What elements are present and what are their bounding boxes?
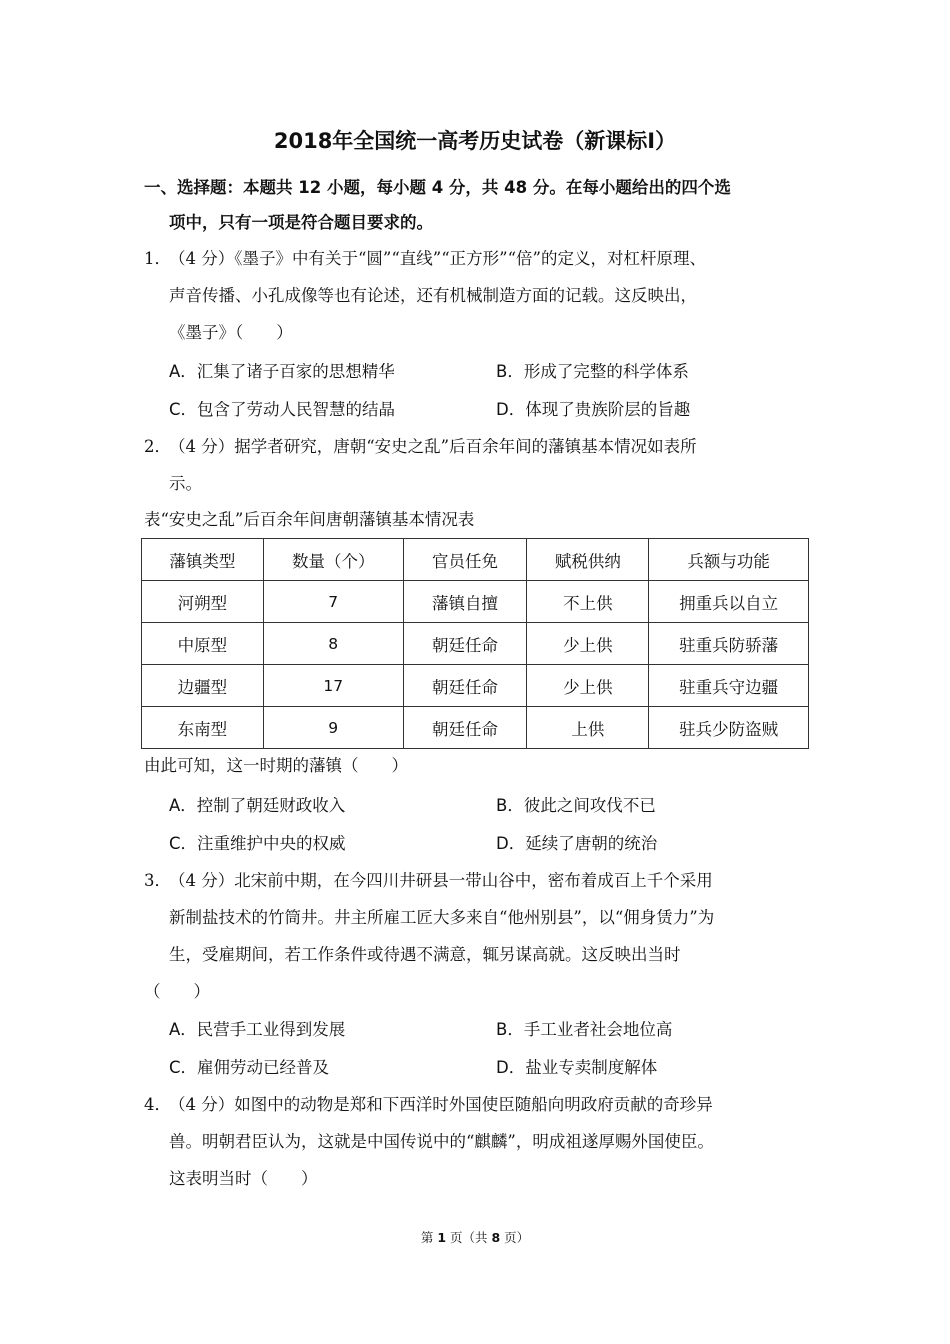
- option-d: D．盐业专卖制度解体: [496, 1058, 658, 1077]
- option-b: B．形成了完整的科学体系: [496, 362, 689, 381]
- question-text-line: 示。: [169, 474, 202, 493]
- table-cell: 中原型: [142, 623, 264, 665]
- question-text-line: 新制盐技术的竹筒井。井主所雇工匠大多来自“他州别县”，以“佣身赁力”为: [169, 908, 715, 927]
- question-text-line: 《墨子》（ ）: [169, 323, 293, 342]
- table-caption: 表“安史之乱”后百余年间唐朝藩镇基本情况表: [144, 510, 475, 529]
- question-text-line: 生，受雇期间，若工作条件或待遇不满意，辄另谋高就。这反映出当时: [169, 945, 681, 964]
- question-text-line: 兽。明朝君臣认为，这就是中国传说中的“麒麟”，明成祖遂厚赐外国使臣。: [169, 1132, 714, 1151]
- question-text-line: （4 分）如图中的动物是郑和下西洋时外国使臣随船向明政府贡献的奇珍异: [169, 1095, 713, 1114]
- table-cell: 驻重兵守边疆: [649, 665, 809, 707]
- table-row: [142, 623, 809, 665]
- page-title: 2018年全国统一高考历史试卷（新课标Ⅰ）: [273, 129, 677, 153]
- question-text-line: 声音传播、小孔成像等也有论述，还有机械制造方面的记载。这反映出，: [169, 286, 697, 305]
- table-cell: 8: [263, 623, 403, 665]
- section-heading-line-1: 一、选择题：本题共 12 小题，每小题 4 分，共 48 分。在每小题给出的四个选: [144, 178, 731, 197]
- table-cell: 9: [263, 707, 403, 749]
- table-header-cell: 数量（个）: [263, 539, 403, 581]
- current-page-number: 1: [437, 1230, 447, 1245]
- option-a: A．民营手工业得到发展: [169, 1020, 346, 1039]
- table-cell: 上供: [527, 707, 649, 749]
- question-text-line: （4 分）据学者研究，唐朝“安史之乱”后百余年间的藩镇基本情况如表所: [169, 437, 697, 456]
- table-cell: 朝廷任命: [403, 707, 527, 749]
- option-d: D．体现了贵族阶层的旨趣: [496, 400, 691, 419]
- table-cell: 朝廷任命: [403, 623, 527, 665]
- table-cell: 拥重兵以自立: [649, 581, 809, 623]
- question-1: [144, 240, 814, 351]
- section-heading: [144, 170, 814, 240]
- option-b: B．手工业者社会地位高: [496, 1020, 673, 1039]
- section-heading-line-2: 项中，只有一项是符合题目要求的。: [169, 213, 433, 232]
- question-text-line: 这表明当时（ ）: [169, 1169, 318, 1188]
- question-number: 2．: [144, 437, 171, 456]
- question-number: 4．: [144, 1095, 171, 1114]
- table-cell: 17: [263, 665, 403, 707]
- question-text-line: （ ）: [144, 982, 210, 1001]
- option-c: C．雇佣劳动已经普及: [169, 1058, 330, 1077]
- option-a: A．控制了朝廷财政收入: [169, 796, 346, 815]
- option-d: D．延续了唐朝的统治: [496, 834, 658, 853]
- table-cell: 驻兵少防盗贼: [649, 707, 809, 749]
- question-text-line: （4 分）《墨子》中有关于“圆”“直线”“正方形”“倍”的定义，对杠杆原理、: [169, 249, 706, 268]
- page-footer: 第 1 页（共 8 页）: [420, 1230, 530, 1245]
- question-number: 1．: [144, 249, 171, 268]
- option-c: C．注重维护中央的权威: [169, 834, 346, 853]
- table-cell: 河朔型: [142, 581, 264, 623]
- table-cell: 朝廷任命: [403, 665, 527, 707]
- option-a: A．汇集了诸子百家的思想精华: [169, 362, 395, 381]
- table-header-cell: 赋税供纳: [527, 539, 649, 581]
- table-cell: 东南型: [142, 707, 264, 749]
- data-table: [141, 538, 809, 749]
- table-header-cell: 兵额与功能: [649, 539, 809, 581]
- table-cell: 边疆型: [142, 665, 264, 707]
- table-cell: 藩镇自擅: [403, 581, 527, 623]
- table-row: [142, 581, 809, 623]
- option-c: C．包含了劳动人民智慧的结晶: [169, 400, 396, 419]
- total-page-count: 8: [491, 1230, 501, 1245]
- table-cell: 少上供: [527, 623, 649, 665]
- table-header-cell: 藩镇类型: [142, 539, 264, 581]
- question-text-line: （4 分）北宋前中期，在今四川井研县一带山谷中，密布着成百上千个采用: [169, 871, 713, 890]
- table-cell: 驻重兵防骄藩: [649, 623, 809, 665]
- question-3: [144, 862, 814, 1010]
- table-cell: 少上供: [527, 665, 649, 707]
- question-4: [144, 1086, 814, 1197]
- question-number: 3．: [144, 871, 171, 890]
- table-header-cell: 官员任免: [403, 539, 527, 581]
- table-row: [142, 707, 809, 749]
- question-2: [144, 428, 814, 502]
- option-b: B．彼此之间攻伐不已: [496, 796, 656, 815]
- table-cell: 不上供: [527, 581, 649, 623]
- table-header-row: [142, 539, 809, 581]
- table-cell: 7: [263, 581, 403, 623]
- table-row: [142, 665, 809, 707]
- question-2-stem-end: 由此可知，这一时期的藩镇（ ）: [144, 756, 408, 775]
